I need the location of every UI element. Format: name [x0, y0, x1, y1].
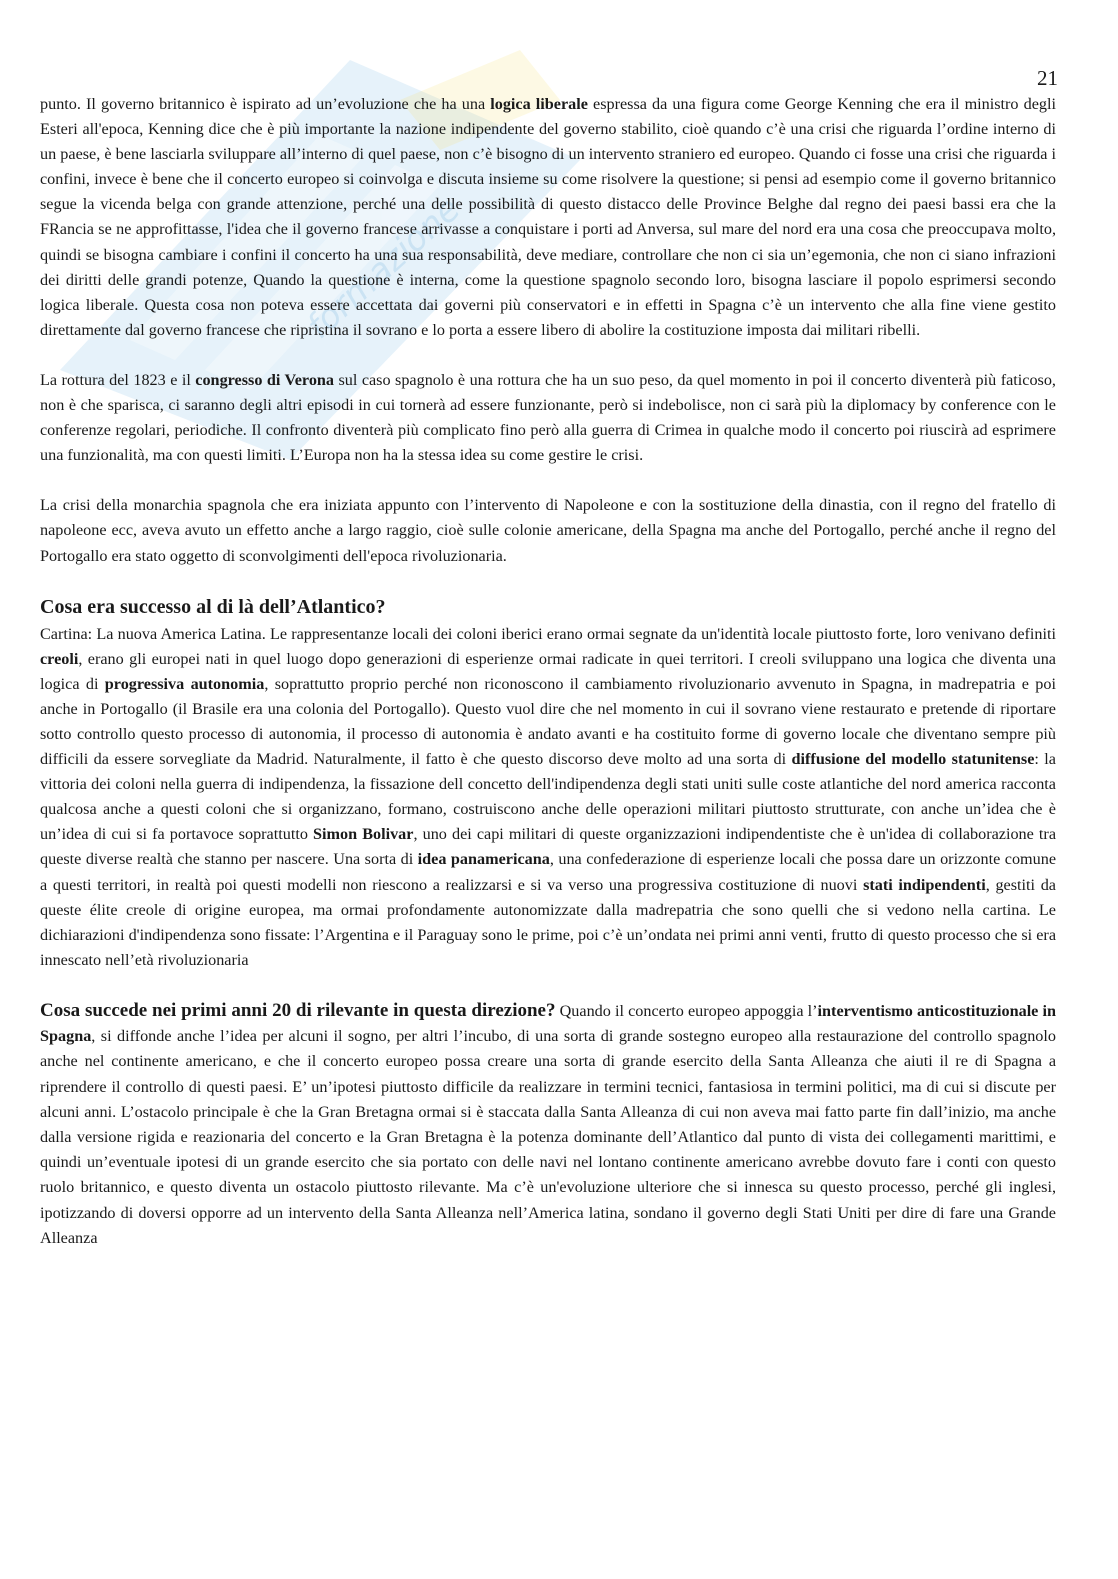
paragraph	[40, 622, 1056, 973]
text-run: , una confederazione di esperienze locali che possa dare un orizzonte comune a questi territori, in realtà poi questi modelli non riescono a realizzarsi e si va verso una progressiva costituzione di nuovi	[40, 850, 1057, 894]
bold-term: creoli	[40, 649, 79, 668]
text-run: Quando il concerto europeo appoggia l’	[555, 1001, 818, 1020]
bold-term: idea panamericana	[417, 850, 550, 869]
page-number: 21	[1037, 66, 1058, 90]
text-run: , uno dei capi militari di queste organizzazioni indipendentiste che è un'idea di collaborazione tra queste diverse realtà che stanno per nascere. Una sorta di	[40, 825, 1056, 869]
bold-term: interventismo anticostituzionale in Spagna	[40, 1001, 1056, 1046]
paragraph	[40, 60, 1056, 343]
text-run: Cartina: La nuova America Latina. Le rappresentanze locali dei coloni iberici erano ormai segnate da un'identità locale piuttosto forte, loro venivano definiti	[40, 624, 1056, 643]
text-run: , erano gli europei nati in quel luogo dopo generazioni di esperienze ormai radicate in quei territori. I creoli sviluppano una logica che diventa una logica di	[40, 649, 1056, 693]
bold-term: diffusione del modello statunitense	[791, 750, 1035, 769]
text-run: , gestiti da queste élite creole di origine europea, ma ormai profondamente autonomizzate dalla madrepatria che sono quelli che si vedono nella cartina. Le dichiarazioni d'indipendenza sono fissate: l’Argentina e il Paraguay sono le prime, poi c’è un’ondata nei primi anni venti, frutto di questo processo che si era innescato nell’età rivoluzionaria	[40, 875, 1056, 969]
text-run: , soprattutto proprio perché non riconoscono il cambiamento rivoluzionario avvenuto in Spagna, in madrepatria e poi anche in Portogallo (il Brasile era una colonia del Portogallo). Questo vuol dire che nel momento in cui il sovrano viene restaurato e pretende di riportare sotto controllo questo processo di autonomia, il processo di autonomia è andato avanti e ha costituito forme di governo locale che diventano sempre più difficili da essere sorvegliate da Madrid. Naturalmente, il fatto è che questo discorso deve molto ad una sorta di	[40, 674, 1056, 769]
inline-question: Cosa succede nei primi anni 20 di rilevante in questa direzione?	[40, 999, 556, 1021]
bold-term: congresso di Verona	[195, 370, 335, 389]
bold-term: progressiva autonomia	[104, 674, 265, 693]
text-run: La rottura del 1823 e il	[40, 370, 196, 389]
bold-term: Simon Bolivar	[313, 825, 414, 844]
paragraph	[40, 368, 1056, 468]
text-run: punto. Il governo britannico è ispirato ad un’evoluzione che ha una	[40, 95, 491, 113]
watermark-text: formazione	[299, 188, 469, 347]
paragraph	[40, 493, 1056, 568]
text-run: sul caso spagnolo è una rottura che ha un suo peso, da quel momento in poi il concerto diventerà più faticoso, non è che sparisca, ci saranno degli altri episodi in cui tornerà ad essere funzionante, però si indebolisce, non ci sarà più la diplomacy by conference con le conferenze regolari, periodiche. Il confronto diventerà più complicato fino però alla guerra di Crimea in qualche modo il concerto poi riuscirà ad esprimere una funzionalità, ma con questi limiti. L’Europa non ha la stessa idea su come gestire le crisi.	[40, 370, 1056, 465]
paragraph	[40, 998, 1056, 1251]
bold-term: stati indipendenti	[863, 875, 986, 894]
text-run: , si diffonde anche l’idea per alcuni il sogno, per altri l’incubo, di una sorta di grande sostegno europeo alla restaurazione del controllo spagnolo anche nel continente americano, e che il concerto europeo possa creare una sorta di grande esercito della Santa Alleanza che aiuti il re di Spagna a riprendere il controllo di questi paesi. E’ un’ipotesi piuttosto difficile da realizzare in termini tecnici, fantasiosa in termini politici, ma di cui si discute per alcuni anni. L’ostacolo principale è che la Gran Bretagna ormai si è staccata dalla Santa Alleanza di cui non aveva mai fatto parte fin dall’inizio, ma anche dalla versione rigida e reazionaria del concerto e la Gran Bretagna è la potenza dominante dell’Atlantico dal punto di vista dei collegamenti marittimi, e quindi un’eventuale ipotesi di un grande esercito che sia portato con delle navi nel lontano continente americano avrebbe dovuto fare i conti con questo ruolo britannico, e questo diventa un ostacolo piuttosto rilevante. Ma c’è un'evoluzione ulteriore che si innesca su questo processo, perché gli inglesi, ipotizzando di doversi opporre ad un intervento della Santa Alleanza nell’America latina, sondano il governo degli Stati Uniti per dire di fare una Grande Alleanza	[40, 1027, 1056, 1247]
document-body	[40, 60, 1056, 1251]
text-run: espressa da una figura come George Kenning che era il ministro degli Esteri all'epoca, Kenning dice che è più importante la nazione indipendente del governo stabilito, cioè quando c’è una crisi che riguarda l’ordine interno di un paese, è bene lasciarla svilupparе all’interno di quel paese, non c’è bisogno di un intervento straniero ed europeo. Quando ci fosse una crisi che riguarda i confini, invece è bene che il concerto europeo si coinvolga e discuta insieme su come risolvere la questione; si pensi ad esempio come il governo britannico segue la vicenda belga con grande attenzione, perché una delle possibilità di questo distacco delle Province Belghe dal regno dei paesi bassi era che la FRancia se ne approfittasse, l'idea che il governo francese arrivasse a conquistare i porti ad Anversa, sul mare del nord era una cosa che preoccupava molto, quindi se bisogna cambiare i confini il concerto ha una sua responsabilità, deve mediare, controllare che non ci sia un’egemonia, che non ci siano infrazioni dei diritti delle grandi potenze, Quando la questione è interna, come la questione spagnolo secondo loro, bisogna lasciare il popolo esprimersi secondo logica liberale. Questa cosa non poteva essere accettata dai governi più conservatori e in effetti in Spagna c’è un intervento che alla fine viene gestito direttamente dal governo francese che ripristina il sovrano e lo porta a essere libero di abolire la costituzione imposta dai militari ribelli.	[40, 95, 1056, 339]
bold-term: logica liberale	[490, 95, 588, 113]
section-heading: Cosa era successo al di là dell’Atlantico?	[40, 595, 386, 618]
text-run: La crisi della monarchia spagnola che era iniziata appunto con l’intervento di Napoleone e con la sostituzione della dinastia, con il regno del fratello di napoleone ecc, aveva avuto un effetto anche a largo raggio, cioè sulle colonie americane, della Spagna ma anche del Portogallo, perché anche il regno del Portogallo era stato oggetto di sconvolgimenti dell'epoca rivoluzionaria.	[40, 496, 1056, 565]
text-run: : la vittoria dei coloni nella guerra di indipendenza, la fissazione dell concetto dell'indipendenza degli stati uniti sulle coste atlantiche del nord america racconta qualcosa anche a questi coloni che si organizzano, formano, costruiscono anche delle operazioni militari piuttosto strutturate, con anche un’idea che è un’idea di cui si fa portavoce soprattutto	[40, 750, 1056, 844]
